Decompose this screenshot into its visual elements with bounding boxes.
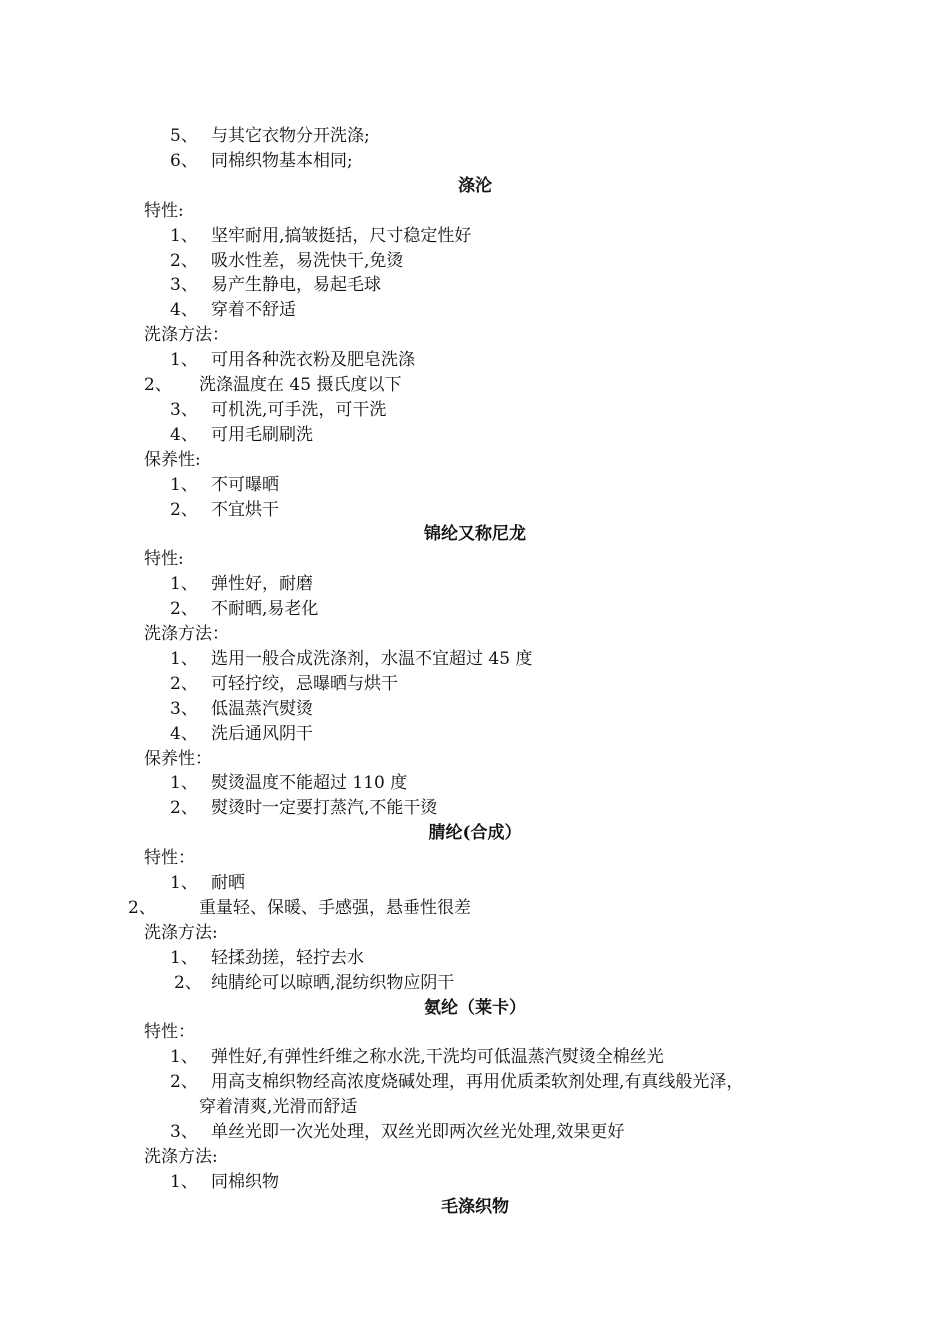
list-item-number: 5、 bbox=[170, 126, 198, 146]
list-item-text: 选用一般合成洗涤剂，水温不宜超过 45 度 bbox=[211, 648, 533, 669]
list-item-number: 1、 bbox=[170, 873, 198, 893]
list-item-text: 轻揉劲搓，轻拧去水 bbox=[211, 947, 364, 968]
list-item-number: 1、 bbox=[170, 947, 198, 968]
list-item-text: 吸水性差，易洗快干,免烫 bbox=[211, 250, 404, 271]
list-item-text: 不耐晒,易老化 bbox=[211, 599, 319, 620]
section-label: 特性: bbox=[144, 549, 184, 570]
list-item-number: 2、 bbox=[144, 375, 172, 395]
list-item-text: 可用毛刷刷洗 bbox=[211, 424, 313, 445]
list-item-number: 3、 bbox=[170, 399, 198, 420]
list-item-number: 4、 bbox=[170, 424, 198, 445]
list-item-text: 不可曝晒 bbox=[211, 474, 279, 495]
list-item-number: 2、 bbox=[170, 250, 198, 271]
list-item-number: 2、 bbox=[174, 972, 202, 993]
list-item-number: 2、 bbox=[170, 599, 198, 620]
list-item-text: 熨烫温度不能超过 110 度 bbox=[211, 773, 408, 794]
list-item-text: 洗后通风阴干 bbox=[211, 723, 313, 744]
list-item-text: 用高支棉织物经高浓度烧碱处理，再用优质柔软剂处理,有真线般光泽， bbox=[211, 1072, 744, 1093]
list-item-text: 弹性好，耐磨 bbox=[211, 574, 313, 595]
list-item-number: 2、 bbox=[170, 798, 198, 819]
list-item-continuation: 穿着清爽,光滑而舒适 bbox=[199, 1097, 358, 1118]
list-item-text: 洗涤温度在 45 摄氏度以下 bbox=[199, 375, 402, 395]
list-item-number: 1、 bbox=[170, 1171, 198, 1192]
list-item-text: 弹性好,有弹性纤维之称水洗,干洗均可低温蒸汽熨烫全棉丝光 bbox=[211, 1047, 664, 1068]
list-item-text: 单丝光即一次光处理，双丝光即两次丝光处理,效果更好 bbox=[211, 1122, 625, 1142]
list-item-text: 纯腈纶可以晾晒,混纺织物应阴干 bbox=[211, 972, 455, 993]
list-item-number: 3、 bbox=[170, 275, 198, 296]
list-item-number: 4、 bbox=[170, 723, 198, 744]
list-item-number: 2、 bbox=[128, 897, 156, 918]
section-label: 洗涤方法： bbox=[144, 624, 229, 644]
list-item-number: 2、 bbox=[170, 673, 198, 694]
list-item-text: 可机洗,可手洗，可干洗 bbox=[211, 399, 387, 420]
list-item-text: 不宜烘干 bbox=[211, 499, 279, 520]
section-label: 洗涤方法: bbox=[144, 1146, 218, 1167]
list-item-text: 可用各种洗衣粉及肥皂洗涤 bbox=[211, 350, 415, 371]
section-heading: 毛涤织物 bbox=[441, 1196, 509, 1217]
list-item-number: 1、 bbox=[170, 350, 198, 371]
section-label: 特性： bbox=[144, 848, 195, 869]
list-item-text: 可轻拧绞，忌曝晒与烘干 bbox=[211, 673, 398, 694]
list-item-text: 易产生静电，易起毛球 bbox=[211, 275, 381, 296]
list-item-number: 2、 bbox=[170, 1072, 198, 1093]
list-item-number: 3、 bbox=[170, 1122, 198, 1142]
section-heading: 氨纶（莱卡） bbox=[424, 997, 526, 1018]
list-item-number: 6、 bbox=[170, 150, 198, 171]
list-item-text: 低温蒸汽熨烫 bbox=[211, 698, 313, 719]
list-item-number: 2、 bbox=[170, 499, 198, 520]
list-item-text: 穿着不舒适 bbox=[211, 300, 296, 321]
list-item-text: 重量轻、保暖、手感强，悬垂性很差 bbox=[199, 897, 471, 918]
list-item-number: 4、 bbox=[170, 300, 198, 321]
list-item-number: 1、 bbox=[170, 225, 198, 246]
list-item-text: 坚牢耐用,搞皱挺括，尺寸稳定性好 bbox=[211, 225, 472, 246]
list-item-text: 同棉织物 bbox=[211, 1171, 279, 1192]
list-item-text: 熨烫时一定要打蒸汽,不能干烫 bbox=[211, 798, 438, 819]
list-item-number: 1、 bbox=[170, 773, 198, 794]
section-label: 保养性： bbox=[144, 748, 212, 769]
section-label: 洗涤方法: bbox=[144, 922, 218, 943]
list-item-text: 耐晒 bbox=[211, 873, 245, 893]
list-item-text: 同棉织物基本相同; bbox=[211, 150, 353, 171]
list-item-number: 1、 bbox=[170, 1047, 198, 1068]
list-item-number: 1、 bbox=[170, 474, 198, 495]
section-heading: 涤沦 bbox=[458, 175, 492, 196]
list-item-number: 3、 bbox=[170, 698, 198, 719]
list-item-number: 1、 bbox=[170, 648, 198, 669]
section-heading: 锦纶又称尼龙 bbox=[424, 524, 526, 545]
list-item-text: 与其它衣物分开洗涤; bbox=[211, 126, 370, 146]
list-item-number: 1、 bbox=[170, 574, 198, 595]
section-label: 洗涤方法： bbox=[144, 325, 229, 346]
section-heading: 腈纶(合成） bbox=[428, 823, 522, 844]
section-label: 保养性: bbox=[144, 449, 201, 470]
section-label: 特性： bbox=[144, 1022, 195, 1043]
section-label: 特性: bbox=[144, 200, 184, 221]
